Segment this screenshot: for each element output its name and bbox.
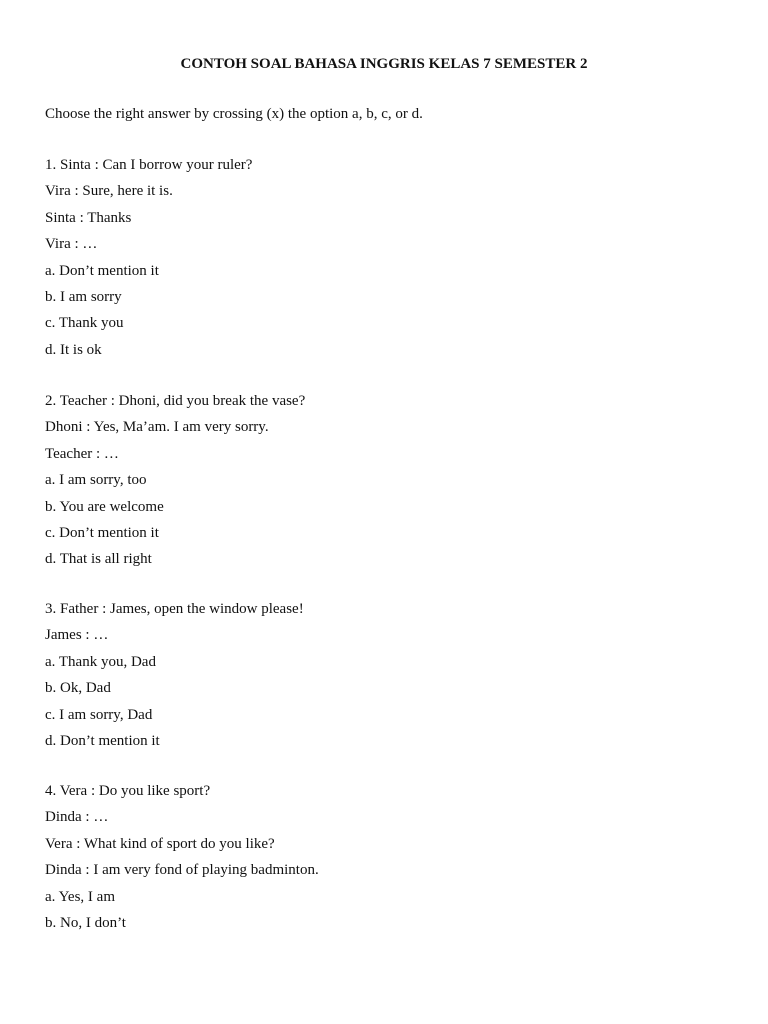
question-line: James : …: [45, 627, 109, 644]
question-line: 3. Father : James, open the window please!: [45, 601, 304, 617]
question-line: Teacher : …: [45, 445, 119, 462]
answer-option-a: a. Thank you, Dad: [45, 653, 156, 670]
answer-option-a: a. I am sorry, too: [45, 472, 147, 489]
question-line: Dinda : …: [45, 809, 109, 826]
question-line: Vera : What kind of sport do you like?: [45, 835, 275, 852]
answer-option-b: b. You are welcome: [45, 498, 164, 515]
answer-option-b: b. I am sorry: [45, 288, 122, 305]
answer-option-c: c. I am sorry, Dad: [45, 706, 153, 723]
question-3: [45, 600, 725, 758]
answer-option-d: d. That is all right: [45, 551, 152, 568]
question-line: Vira : …: [45, 236, 98, 253]
question-line: 2. Teacher : Dhoni, did you break the vase?: [45, 393, 306, 409]
question-1: [45, 156, 725, 367]
question-line: 1. Sinta : Can I borrow your ruler?: [45, 157, 253, 173]
document-title: CONTOH SOAL BAHASA INGGRIS KELAS 7 SEMESTER 2: [180, 56, 588, 72]
answer-option-a: a. Yes, I am: [45, 888, 115, 905]
question-4: [45, 782, 725, 940]
instruction-text: Choose the right answer by crossing (x) the option a, b, c, or d.: [45, 106, 423, 122]
answer-option-c: c. Thank you: [45, 315, 124, 332]
answer-option-b: b. Ok, Dad: [45, 680, 111, 697]
question-line: Vira : Sure, here it is.: [45, 183, 173, 200]
answer-option-a: a. Don’t mention it: [45, 262, 159, 279]
question-2: [45, 392, 725, 577]
answer-option-c: c. Don’t mention it: [45, 524, 159, 541]
question-line: Sinta : Thanks: [45, 209, 132, 226]
question-line: Dhoni : Yes, Ma’am. I am very sorry.: [45, 419, 269, 436]
question-line: 4. Vera : Do you like sport?: [45, 783, 211, 799]
answer-option-d: d. Don’t mention it: [45, 732, 160, 749]
question-line: Dinda : I am very fond of playing badminton.: [45, 862, 319, 879]
answer-option-d: d. It is ok: [45, 341, 102, 358]
answer-option-b: b. No, I don’t: [45, 914, 126, 931]
